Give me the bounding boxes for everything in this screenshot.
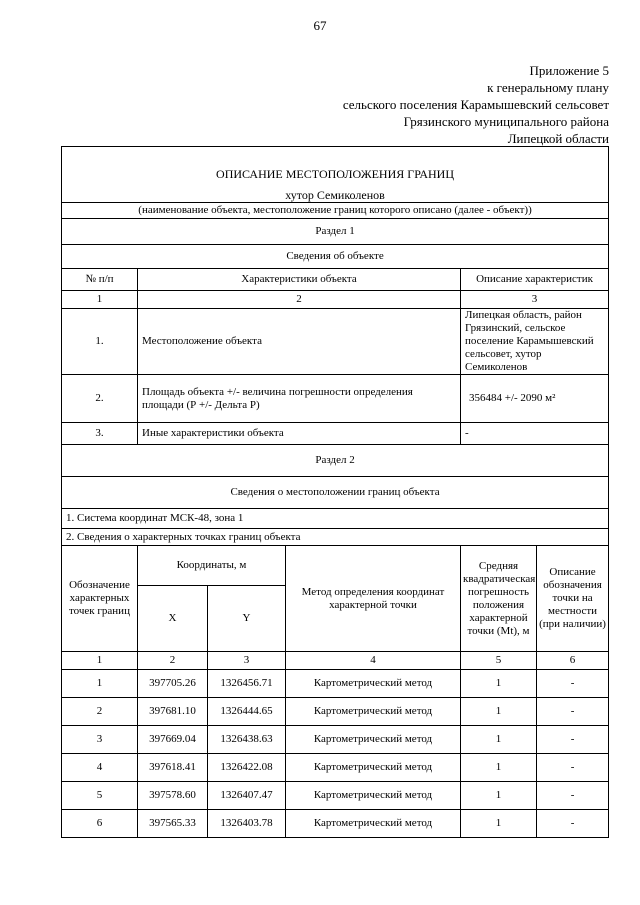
point-description: -	[537, 754, 609, 782]
point-y: 1326438.63	[208, 726, 286, 754]
point-method: Картометрический метод	[286, 698, 461, 726]
point-description: -	[537, 726, 609, 754]
row-characteristic: Площадь объекта +/- величина погрешности определения площади (Р +/- Дельта Р)	[138, 375, 461, 423]
point-method: Картометрический метод	[286, 810, 461, 838]
col-number: 2	[138, 291, 461, 309]
appendix-line: Грязинского муниципального района	[403, 114, 609, 129]
appendix-line: Приложение 5	[529, 63, 609, 78]
point-mt: 1	[461, 726, 537, 754]
header-coordinates: Координаты, м	[138, 546, 286, 586]
row-num: 1.	[62, 309, 138, 375]
header-y: Y	[208, 586, 286, 652]
point-y: 1326456.71	[208, 670, 286, 698]
point-x: 397669.04	[138, 726, 208, 754]
col-number: 6	[537, 652, 609, 670]
document-title: ОПИСАНИЕ МЕСТОПОЛОЖЕНИЯ ГРАНИЦ	[62, 147, 609, 183]
row-num: 3.	[62, 423, 138, 445]
col-number: 4	[286, 652, 461, 670]
point-id: 6	[62, 810, 138, 838]
section1-title: Раздел 1	[62, 219, 609, 245]
point-description: -	[537, 670, 609, 698]
point-mt: 1	[461, 810, 537, 838]
boundary-description-table	[61, 146, 609, 838]
point-x: 397681.10	[138, 698, 208, 726]
col-number: 3	[461, 291, 609, 309]
header-method: Метод определения координат характерной точки	[286, 546, 461, 652]
header-point-description: Описание обозначения точки на местности (при наличии)	[537, 546, 609, 652]
col-number: 1	[62, 652, 138, 670]
point-method: Картометрический метод	[286, 726, 461, 754]
section2-subtitle: Сведения о местоположении границ объекта	[62, 477, 609, 509]
section2-title: Раздел 2	[62, 445, 609, 477]
header-accuracy: Средняя квадратическая погрешность положения характерной точки (Mt), м	[461, 546, 537, 652]
point-y: 1326444.65	[208, 698, 286, 726]
col-number: 5	[461, 652, 537, 670]
point-method: Картометрический метод	[286, 782, 461, 810]
table-row	[62, 698, 609, 726]
point-x: 397618.41	[138, 754, 208, 782]
table-row	[62, 670, 609, 698]
point-id: 3	[62, 726, 138, 754]
row-num: 2.	[62, 375, 138, 423]
point-y: 1326422.08	[208, 754, 286, 782]
row-value: 356484 +/- 2090 м²	[461, 375, 609, 423]
object-caption: (наименование объекта, местоположение границ которого описано (далее - объект))	[62, 203, 609, 219]
col-number: 3	[208, 652, 286, 670]
coordinate-system: 1. Система координат МСК-48, зона 1	[62, 509, 609, 529]
point-description: -	[537, 698, 609, 726]
point-mt: 1	[461, 698, 537, 726]
row-characteristic: Местоположение объекта	[138, 309, 461, 375]
point-x: 397565.33	[138, 810, 208, 838]
page-number: 67	[313, 18, 327, 33]
appendix-line: к генеральному плану	[487, 80, 609, 95]
point-method: Картометрический метод	[286, 754, 461, 782]
object-name: хутор Семиколенов	[62, 183, 609, 203]
row-value: -	[461, 423, 609, 445]
point-description: -	[537, 810, 609, 838]
table-row	[62, 754, 609, 782]
col-header-num: № п/п	[62, 269, 138, 291]
table-row	[62, 782, 609, 810]
points-caption: 2. Сведения о характерных точках границ объекта	[62, 529, 609, 546]
col-header-characteristic: Характеристики объекта	[138, 269, 461, 291]
col-number: 1	[62, 291, 138, 309]
point-x: 397578.60	[138, 782, 208, 810]
point-description: -	[537, 782, 609, 810]
point-id: 4	[62, 754, 138, 782]
point-id: 5	[62, 782, 138, 810]
point-id: 1	[62, 670, 138, 698]
appendix-line: сельского поселения Карамышевский сельсовет	[342, 97, 609, 112]
point-id: 2	[62, 698, 138, 726]
point-y: 1326407.47	[208, 782, 286, 810]
header-designation: Обозначение характерных точек границ	[62, 546, 138, 652]
point-mt: 1	[461, 782, 537, 810]
point-mt: 1	[461, 754, 537, 782]
col-header-description: Описание характеристик	[461, 269, 609, 291]
point-y: 1326403.78	[208, 810, 286, 838]
section1-subtitle: Сведения об объекте	[62, 245, 609, 269]
table-row	[62, 810, 609, 838]
row-value: Липецкая область, район Грязинский, сельское поселение Карамышевский сельсовет, хутор Семиколенов	[461, 309, 609, 375]
appendix-block	[343, 62, 609, 147]
col-number: 2	[138, 652, 208, 670]
appendix-line: Липецкой области	[507, 131, 609, 146]
header-x: X	[138, 586, 208, 652]
table-row	[62, 726, 609, 754]
row-characteristic: Иные характеристики объекта	[138, 423, 461, 445]
point-mt: 1	[461, 670, 537, 698]
point-x: 397705.26	[138, 670, 208, 698]
point-method: Картометрический метод	[286, 670, 461, 698]
